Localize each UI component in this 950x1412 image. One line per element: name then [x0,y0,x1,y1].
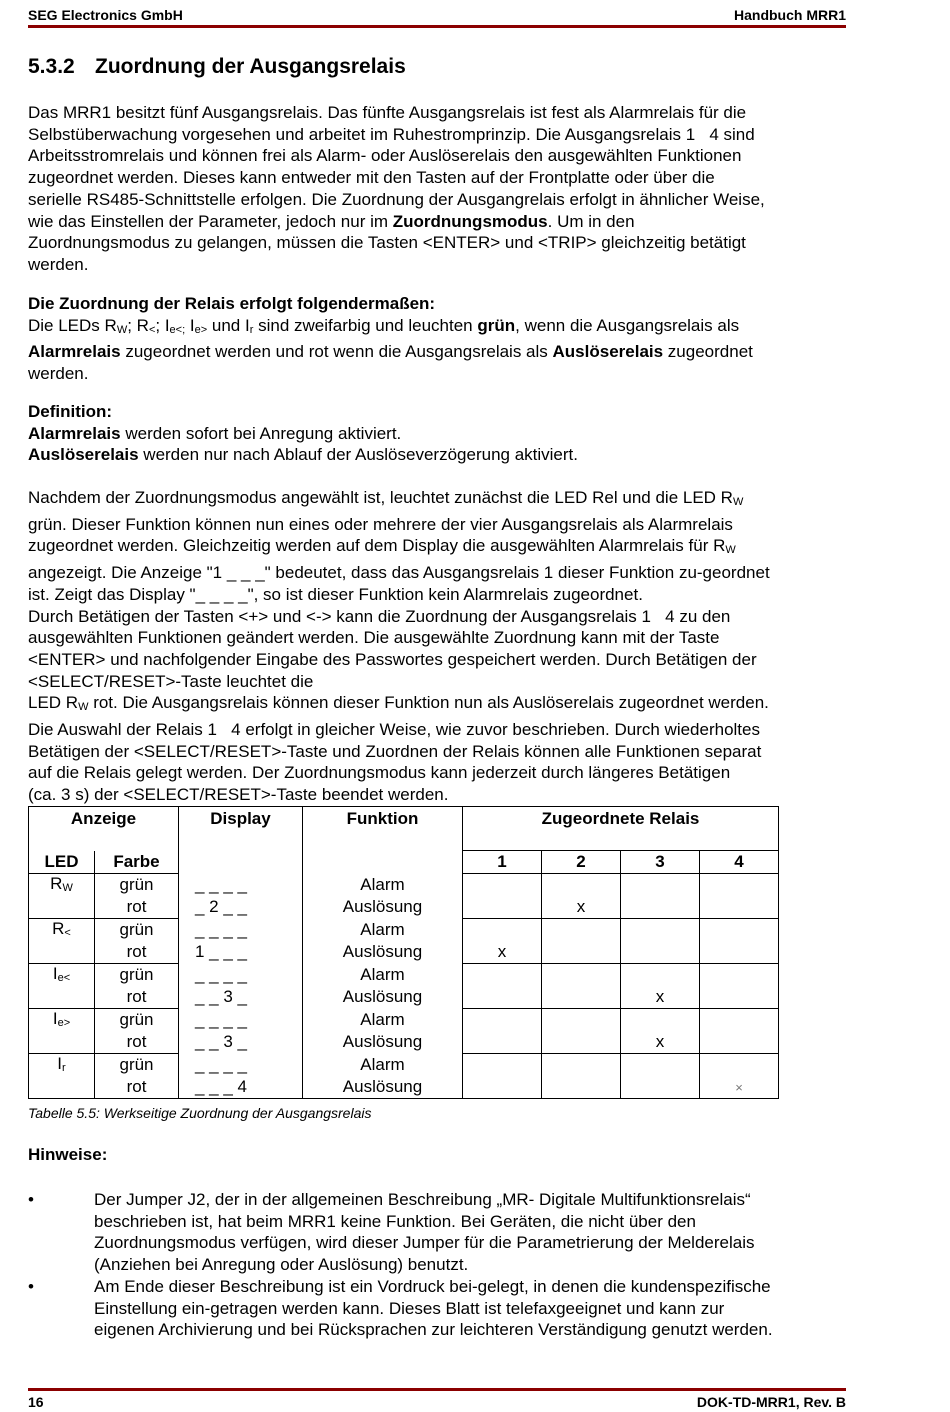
display-cell: _ _ _ _ [179,919,303,942]
text-span: werden sofort bei Anregung aktiviert. [120,423,402,443]
relais-cell [463,1009,542,1054]
section-heading [28,55,406,79]
text-bold: Alarmrelais [28,423,121,443]
relais-cell [463,964,542,1009]
led-subscript: r [62,1062,66,1074]
display-cell: _ _ _ _ [179,964,303,987]
text-span: sind zweifarbig und leuchten [253,315,478,335]
display-cell: _ _ _ _ [179,1009,303,1032]
function-cell: Auslösung [303,1076,463,1099]
function-cell: Alarm [303,1054,463,1077]
footer-page-number: 16 [28,1394,44,1410]
display-cell: _ _ 3 _ [179,1031,303,1054]
text-line: ist. Zeigt das Display "_ _ _ _", so ist dieser Funktion kein Alarmrelais zugeordnet. [28,584,643,604]
paragraph-intro [28,102,848,276]
text-line [28,692,848,719]
display-cell: _ _ _ _ [179,1054,303,1077]
display-cell: _ _ _ _ [179,874,303,897]
text-span: ; I [155,315,170,335]
relais-cell [542,964,621,1009]
table-subheader-row [29,851,779,874]
text-line: Das MRR1 besitzt fünf Ausgangsrelais. Das fünfte Ausgangsrelais ist fest als Alarmrelais für die [28,103,747,122]
header-company: SEG Electronics GmbH [28,7,183,23]
text-line [28,535,848,562]
text-line: Zuordnungsmodus zu gelangen, müssen die Tasten <ENTER> und <TRIP> gleichzeitig betätigt [28,233,746,253]
text-line: (Anziehen bei Anregung oder Auslösung) benutzt. [94,1255,469,1275]
table-caption: Tabelle 5.5: Werkseitige Zuordnung der Ausgangsrelais [28,1105,372,1121]
relais-cell [542,919,621,964]
function-cell: Alarm [303,964,463,987]
text-span: Nachdem der Zuordnungsmodus angewählt ist, leuchtet zunächst die LED Rel und die LED R [28,488,733,507]
text-line: eigenen Archivierung und bei Rücksprachen zur leichteren Verständigung genutzt werden. [94,1320,773,1340]
hinweise-list [28,1189,848,1341]
text-line [28,423,848,445]
led-subscript: W [62,882,73,894]
color-cell: rot [95,986,179,1009]
text-span: und I [207,315,250,335]
text-line: grün. Dieser Funktion können nun eines oder mehrere der vier Ausgangsrelais als Alarmrelais [28,514,733,534]
text-line [28,487,848,514]
header-farbe: Farbe [95,851,179,874]
relais-cell [621,964,700,1009]
header-display-cont [179,851,303,874]
table-row [29,1009,779,1032]
subscript: W [732,496,744,508]
text-bold: Zuordnungsmodus [392,211,548,231]
text-line [28,211,848,233]
led-label: R [52,919,65,938]
text-span: wie das Einstellen der Parameter, jedoch nur im [28,211,393,231]
function-cell: Alarm [303,919,463,942]
led-label: I [57,1054,63,1073]
relais-cell [621,1054,700,1099]
relais-mark: x [576,897,586,916]
text-span: zugeordnet werden. Gleichzeitig werden auf dem Display die ausgewählten Alarmrelais für R [28,536,726,556]
subheading: Definition: [28,402,113,421]
table-header-row [29,807,779,851]
text-line [28,341,848,363]
header-relais-3: 3 [621,851,700,874]
text-line: (ca. 3 s) der <SELECT/RESET>-Taste beendet werden. [28,785,449,805]
section-title: Zuordnung der Ausgangsrelais [95,55,406,78]
footer-rule [28,1388,846,1391]
color-cell: grün [95,1054,179,1077]
led-cell [29,1009,95,1054]
list-item [28,1189,848,1276]
relais-cell [700,874,779,919]
header-relais-1: 1 [463,851,542,874]
header-manual: Handbuch MRR1 [734,7,846,23]
header-led: LED [29,851,95,874]
display-cell: _ _ _ 4 [179,1076,303,1099]
text-line: Einstellung ein-getragen werden kann. Dieses Blatt ist telefaxgeeignet und kann zur [94,1298,725,1318]
color-cell: grün [95,1009,179,1032]
table-row [29,919,779,942]
section-number: 5.3.2 [28,55,75,78]
subscript: e<; [169,323,186,336]
relais-mark: x [655,1032,665,1051]
led-label: I [52,1009,58,1028]
text-span: rot. Die Ausgangsrelais können dieser Funktion nun als Auslöserelais zugeordnet werden. [88,693,769,713]
relais-cell [542,1054,621,1099]
paragraph-definition [28,401,848,466]
color-cell: rot [95,941,179,964]
text-line: Durch Betätigen der Tasten <+> und <-> kann die Zuordnung der Ausgangsrelais 1 4 zu den [28,606,731,626]
relais-cell [542,1009,621,1054]
table-body [29,874,779,1099]
text-bold: grün [477,315,516,335]
bullet-icon: • [28,1190,34,1209]
text-span: zugeordnet [663,342,753,362]
text-line: Betätigen der <SELECT/RESET>-Taste und Zuordnen der Relais können alle Funktionen separat [28,741,762,761]
bullet-icon: • [28,1276,34,1296]
hinweise-heading: Hinweise: [28,1145,108,1164]
text-span: . Um in den [547,211,635,231]
text-line [28,315,848,342]
subscript: W [725,544,736,557]
text-span: zugeordnet werden und rot wenn die Ausgangsrelais als [120,342,553,362]
relais-cell [542,874,621,919]
text-span: werden nur nach Ablauf der Auslöseverzögerung aktiviert. [138,445,578,465]
color-cell: rot [95,896,179,919]
relais-cell [621,874,700,919]
header-rule [28,25,846,28]
text-line: auf die Relais gelegt werden. Der Zuordnungsmodus kann jederzeit durch längeres Betätigen [28,763,731,783]
text-line: Selbstüberwachung vorgesehen und arbeitet im Ruhestromprinzip. Die Ausgangsrelais 1 4 sind [28,124,755,144]
text-line: zugeordnet werden. Dieses kann entweder mit den Tasten auf der Frontplatte oder über die [28,168,715,188]
text-line [28,444,848,466]
led-label: I [52,964,58,983]
led-subscript: e< [57,972,71,984]
display-cell: 1 _ _ _ [179,941,303,964]
text-span: LED R [28,693,79,713]
text-line: beschrieben ist, hat beim MRR1 keine Funktion. Bei Geräten, die nicht über den [94,1211,696,1231]
subscript: W [116,323,128,336]
header-relais-2: 2 [542,851,621,874]
relais-cell [621,919,700,964]
text-line: ausgewählten Funktionen geändert werden. Die ausgewählte Zuordnung kann mit der Taste [28,628,720,648]
text-line: Arbeitsstromrelais und können frei als Alarm- oder Auslöserelais den ausgewählten Funktionen [28,146,742,166]
text-line: <SELECT/RESET>-Taste leuchtet die [28,671,314,691]
relais-mark: x [497,942,507,961]
function-cell: Alarm [303,1009,463,1032]
relais-cell [700,919,779,964]
function-cell: Alarm [303,874,463,897]
color-cell: grün [95,874,179,897]
function-cell: Auslösung [303,896,463,919]
color-cell: rot [95,1076,179,1099]
led-cell [29,919,95,964]
subscript: r [249,323,254,336]
text-bold: Alarmrelais [28,342,121,362]
display-cell: _ _ 3 _ [179,986,303,1009]
text-line: <ENTER> und nachfolgender Eingabe des Passwortes gespeichert werden. Durch Betätigen der [28,649,757,669]
text-line: Der Jumper J2, der in der allgemeinen Beschreibung „MR- Digitale Multifunktionsrelais“ [94,1190,751,1209]
subscript: W [78,701,89,714]
text-span: , wenn die Ausgangsrelais als [515,315,740,335]
text-bold: Auslöserelais [552,342,664,362]
text-line: werden. [28,254,89,274]
relais-mark: x [655,987,665,1006]
led-cell [29,874,95,919]
color-cell: grün [95,919,179,942]
color-cell: grün [95,964,179,987]
header-display: Display [179,807,303,851]
relais-cell [700,1009,779,1054]
table-row [29,1054,779,1077]
text-line: Die Auswahl der Relais 1 4 erfolgt in gleicher Weise, wie zuvor beschrieben. Durch wiederholtes [28,720,760,740]
text-line: serielle RS485-Schnittstelle erfolgen. Die Zuordnung der Ausgangrelais erfolgt in ähnlicher Weise, [28,189,765,209]
function-cell: Auslösung [303,986,463,1009]
header-funktion-cont [303,851,463,874]
relais-cell [700,1054,779,1099]
relais-cell [700,964,779,1009]
text-line: angezeigt. Die Anzeige "1 _ _ _" bedeutet, dass das Ausgangsrelais 1 dieser Funktion zu-geordnet [28,563,770,583]
text-line: Am Ende dieser Beschreibung ist ein Vordruck bei-gelegt, in denen die kundenspezifische [94,1276,771,1296]
relais-cell [463,1054,542,1099]
led-label: R [50,874,63,893]
text-line: Zuordnungsmodus verfügen, wird dieser Jumper für die Parametrierung der Melderelais [94,1233,755,1253]
led-subscript: < [64,927,71,939]
header-anzeige: Anzeige [29,807,179,851]
header-relais-4: 4 [700,851,779,874]
subscript: e> [194,323,208,336]
relais-cell [621,1009,700,1054]
text-bold: Auslöserelais [28,445,139,465]
paragraph-mode-description [28,487,848,806]
display-cell: _ 2 _ _ [179,896,303,919]
led-cell [29,1054,95,1099]
function-cell: Auslösung [303,1031,463,1054]
function-cell: Auslösung [303,941,463,964]
list-item [28,1276,848,1341]
paragraph-relais-assignment [28,293,848,385]
text-line: werden. [28,364,89,384]
footer-document-id: DOK-TD-MRR1, Rev. B [696,1394,846,1410]
relais-cell [463,874,542,919]
color-cell: rot [95,1031,179,1054]
table-row [29,964,779,987]
header-zugeordnete-relais: Zugeordnete Relais [463,807,779,851]
relais-cell [463,919,542,964]
subscript: < [148,323,156,336]
text-span: I [185,315,195,335]
relais-assignment-table [28,806,779,1099]
relais-mark: × [735,1080,743,1095]
text-span: ; R [127,315,149,335]
table-row [29,874,779,897]
text-span: Die LEDs R [28,315,117,335]
header-funktion: Funktion [303,807,463,851]
led-cell [29,964,95,1009]
led-subscript: e> [57,1017,71,1029]
subheading: Die Zuordnung der Relais erfolgt folgendermaßen: [28,294,436,313]
